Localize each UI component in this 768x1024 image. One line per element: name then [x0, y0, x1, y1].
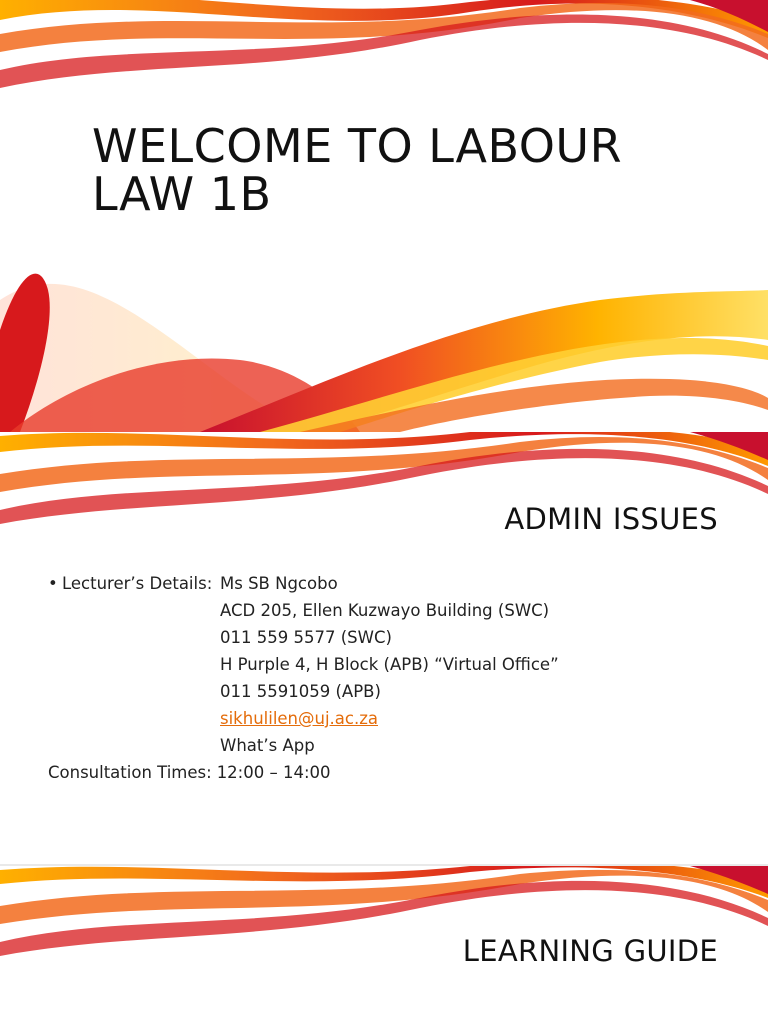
consultation-label: Consultation Times: — [48, 763, 212, 782]
slide-title-heading: WELCOME TO LABOUR LAW 1B — [92, 119, 623, 221]
list-item — [48, 678, 559, 705]
lecturer-label: Lecturer’s Details: — [62, 574, 213, 593]
list-item — [48, 759, 559, 786]
list-item — [48, 651, 559, 678]
chat-app: What’s App — [220, 736, 315, 755]
phone-1: 011 559 5577 (SWC) — [220, 628, 392, 647]
list-item — [48, 705, 559, 732]
office-2: H Purple 4, H Block (APB) “Virtual Office” — [220, 655, 559, 674]
bullet: • — [48, 574, 58, 593]
lecturer-details — [48, 570, 559, 786]
section-heading: ADMIN ISSUES — [504, 502, 718, 536]
list-item — [48, 597, 559, 624]
section-heading: LEARNING GUIDE — [462, 934, 718, 968]
office-1: ACD 205, Ellen Kuzwayo Building (SWC) — [220, 601, 550, 620]
email-link[interactable]: sikhulilen@uj.ac.za — [220, 709, 378, 728]
phone-2: 011 5591059 (APB) — [220, 682, 381, 701]
consultation-times: 12:00 – 14:00 — [216, 763, 331, 782]
list-item — [48, 624, 559, 651]
lecturer-name: Ms SB Ngcobo — [220, 574, 338, 593]
list-item — [48, 732, 559, 759]
slide-learning-guide — [0, 866, 768, 1024]
slide-admin-issues — [0, 432, 768, 864]
list-item — [48, 570, 559, 597]
slide-title — [0, 0, 768, 432]
